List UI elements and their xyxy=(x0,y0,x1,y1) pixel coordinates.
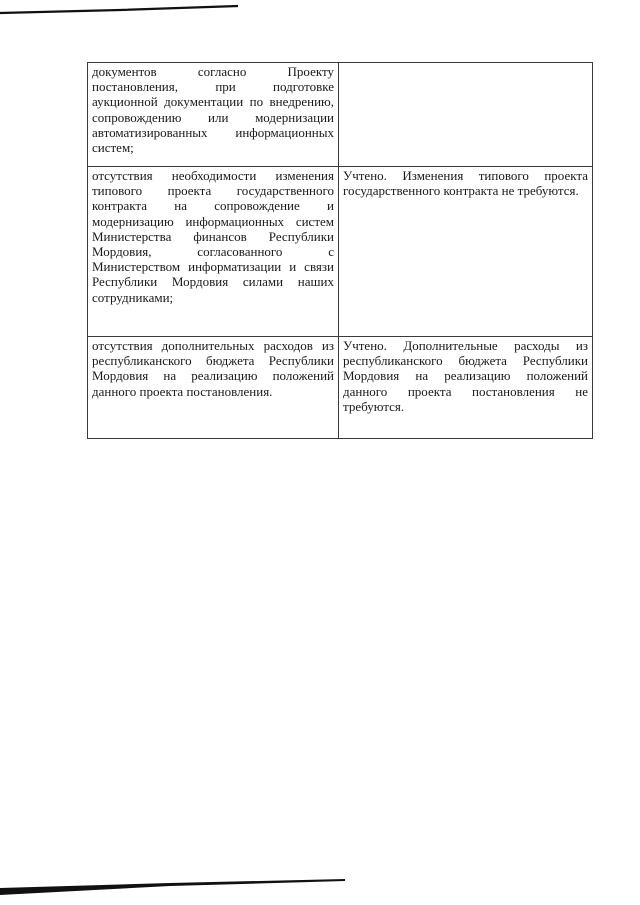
scan-edge-top xyxy=(0,2,240,16)
remark-cell: документов согласно Проекту постановления, при подготовке аукционной документации по внедрению, сопровождению или модернизации автоматизированных информационных систем; xyxy=(88,63,339,167)
remark-cell: отсутствия необходимости изменения типового проекта государственного контракта на сопровождение и модернизацию информационных систем Министерства финансов Республики Мордовия, согласованного с Министерством информатизации и связи Республики Мордовия силами наших сотрудниками; xyxy=(88,167,339,337)
scan-edge-bottom xyxy=(0,877,350,895)
table-row xyxy=(88,167,593,337)
response-cell: Учтено. Изменения типового проекта государственного контракта не требуются. xyxy=(339,167,593,337)
table-row xyxy=(88,337,593,439)
response-cell: Учтено. Дополнительные расходы из республиканского бюджета Республики Мордовия на реализацию положений данного проекта постановления не требуются. xyxy=(339,337,593,439)
comments-table xyxy=(87,62,593,439)
remark-cell: отсутствия дополнительных расходов из республиканского бюджета Республики Мордовия на реализацию положений данного проекта постановления. xyxy=(88,337,339,439)
response-cell xyxy=(339,63,593,167)
table-row xyxy=(88,63,593,167)
